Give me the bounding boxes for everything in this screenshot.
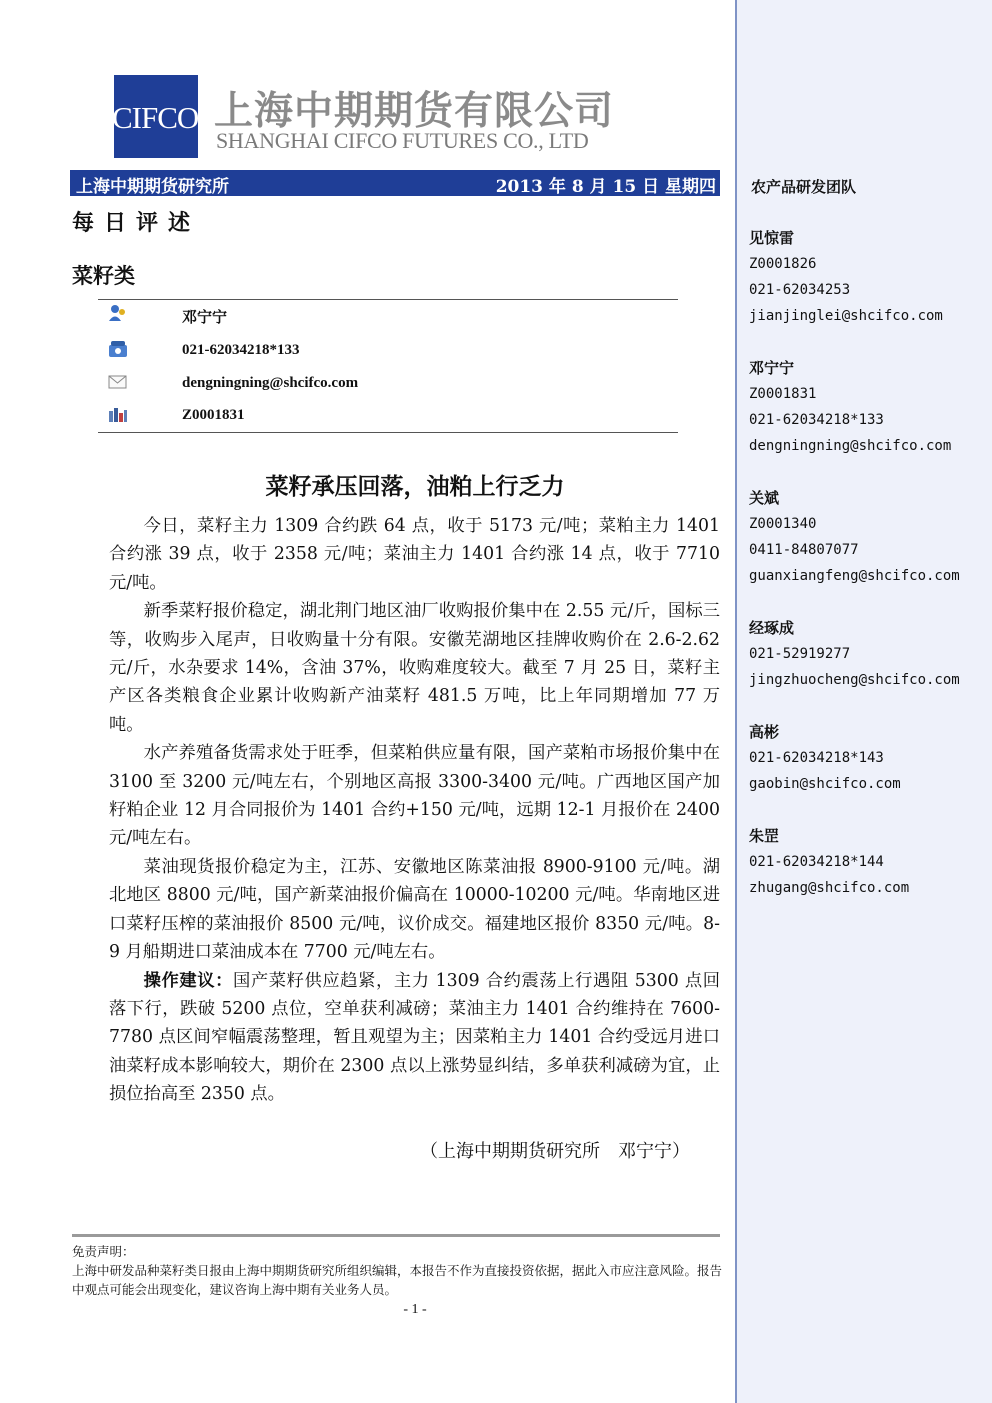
member-phone: 021-62034218*144 [749,854,884,870]
disclaimer [72,1242,722,1299]
member-phone: 021-62034253 [749,282,851,298]
team-title: 农产品研发团队 [751,178,857,196]
member-email[interactable]: zhugang@shcifco.com [749,880,910,896]
signature: （上海中期期货研究所 邓宁宁） [420,1141,690,1162]
analyst-name: 邓宁宁 [182,310,228,326]
company-name-cn: 上海中期期货有限公司 [214,89,615,134]
team-member [749,823,909,901]
page-number: - 1 - [403,1302,427,1317]
member-license: Z0001831 [749,386,817,402]
divider-bottom [98,432,678,433]
advice-label: 操作建议： [143,970,233,991]
team-member [749,485,960,589]
disclaimer-label: 免责声明： [72,1244,135,1259]
member-phone: 021-62034218*143 [749,750,884,766]
member-email[interactable]: jingzhuocheng@shcifco.com [749,672,960,688]
company-name-en: SHANGHAI CIFCO FUTURES CO., LTD [216,128,589,153]
member-name: 经琢成 [749,619,795,637]
member-name: 关斌 [749,489,780,507]
paragraph-1: 今日，菜籽主力 1309 合约跌 64 点，收于 5173 元/吨；菜粕主力 1401 合约涨 39 点，收于 2358 元/吨；菜油主力 1401 合约涨 14 点，收于 7710 元/吨。 [109,516,720,593]
member-email[interactable]: guanxiangfeng@shcifco.com [749,568,960,584]
paragraph-2: 新季菜籽报价稳定，湖北荆门地区油厂收购报价集中在 2.55 元/斤，国标三等，收购步入尾声，日收购量十分有限。安徽芜湖地区挂牌收购价在 2.6-2.62 元/斤，水杂要求 14%，含油 37%，收购难度较大。截至 7 月 25 日，菜籽主产区各类粮食企业累计收购新产油菜籽 481.5 万吨，比上年同期增加 77 万吨。 [109,601,720,735]
report-date: 2013 年 8 月 15 日 星期四 [495,177,716,197]
article-title: 菜籽承压回落，油粕上行乏力 [265,473,565,500]
paragraph-4: 菜油现货报价稳定为主，江苏、安徽地区陈菜油报 8900-9100 元/吨。湖北地区 8800 元/吨，国产新菜油报价偏高在 10000-10200 元/吨。华南地区进口菜籽压榨的菜油报价 8500 元/吨，议价成交。福建地区报价 8350 元/吨。8-9 月船期进口菜油成本在 7700 元/吨左右。 [109,856,720,963]
member-name: 朱罡 [749,827,780,845]
footer-rule [72,1234,720,1237]
team-member [749,355,951,459]
team-member [749,615,960,693]
analyst-email[interactable]: dengningning@shcifco.com [182,375,359,391]
member-license: Z0001826 [749,256,817,272]
category-title: 菜籽类 [72,263,135,288]
person-icon [108,304,128,322]
logo-abbr: CIFCO [112,100,199,135]
disclaimer-text: 上海中研发品种菜籽类日报由上海中期期货研究所组织编辑，本报告不作为直接投资依据，据此入市应注意风险。报告中观点可能会出现变化，建议咨询上海中期有关业务人员。 [72,1263,723,1297]
section-title: 每日评述 [72,210,201,236]
article-body [109,512,720,1109]
paragraph-5 [109,967,720,1109]
analyst-phone: 021-62034218*133 [182,342,300,358]
team-member [749,225,943,329]
team-member [749,719,901,797]
member-email[interactable]: gaobin@shcifco.com [749,776,901,792]
phone-icon [108,340,128,358]
paragraph-3: 水产养殖备货需求处于旺季，但菜粕供应量有限，国产菜粕市场报价集中在 3100 至 3200 元/吨左右，个别地区高报 3300-3400 元/吨。广西地区国产加籽粕企业 12 月合同报价为 1401 合约+150 元/吨，远期 12-1 月报价在 2400 元/吨左右。 [109,743,720,849]
advice-text: 国产菜籽供应趋紧，主力 1309 合约震荡上行遇阻 5300 点回落下行，跌破 5200 点位，空单获利减磅；菜油主力 1401 合约维持在 7600-7780 点区间窄幅震荡整理，暂且观望为主；因菜粕主力 1401 合约受远月进口油菜籽成本影响较大，期价在 2300 点以上涨势显纠结，多单获利减磅为宜，止损位抬高至 2350 点。 [109,970,720,1105]
member-phone: 021-52919277 [749,646,851,662]
sidebar [735,0,992,1403]
member-phone: 021-62034218*133 [749,412,884,428]
member-license: Z0001340 [749,516,817,532]
institute-name: 上海中期期货研究所 [76,177,229,197]
analyst-license: Z0001831 [182,407,245,423]
member-name: 高彬 [749,723,780,741]
header-bar [70,170,720,196]
email-icon [108,373,128,391]
member-email[interactable]: dengningning@shcifco.com [749,438,952,454]
member-phone: 0411-84807077 [749,542,859,558]
divider-top [98,299,678,300]
member-name: 邓宁宁 [749,359,795,377]
member-name: 见惊雷 [749,229,795,247]
license-icon [108,405,128,423]
member-email[interactable]: jianjinglei@shcifco.com [749,308,943,324]
